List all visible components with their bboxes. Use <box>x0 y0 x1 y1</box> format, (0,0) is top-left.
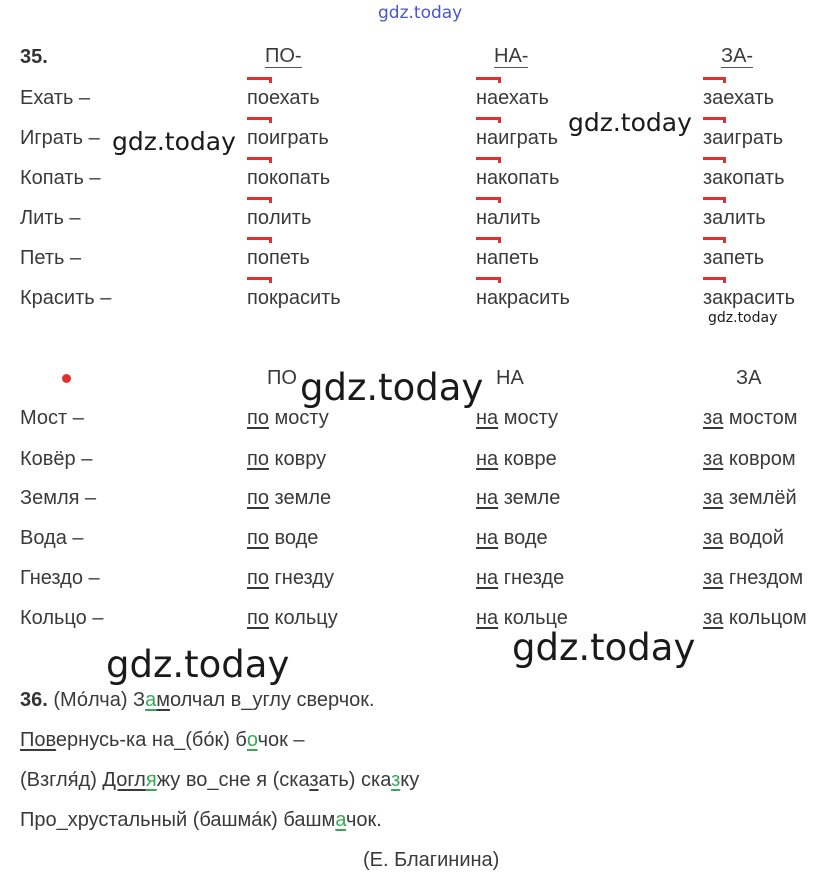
noun-base: Земля – <box>20 487 97 509</box>
verb-form <box>476 126 558 150</box>
root-part: играть <box>268 127 329 149</box>
poem-segment: углу сверчок. <box>252 689 375 711</box>
prefix-mark <box>247 197 272 203</box>
prefix-text: по <box>247 167 269 189</box>
noun-word: кольцу <box>274 607 338 629</box>
noun-word: земле <box>274 487 332 509</box>
poem-segment: сне я (ска <box>218 769 310 791</box>
preposition: по <box>247 407 269 429</box>
prefix-header <box>494 44 528 68</box>
prefix-part <box>476 126 498 150</box>
preposition: за <box>703 487 724 509</box>
watermark-text: gdz.today <box>708 310 778 326</box>
prefix-mark <box>703 157 726 163</box>
root-part: красить <box>498 287 570 309</box>
poem-segment: з <box>309 769 319 791</box>
prefix-part <box>476 206 498 230</box>
noun-form <box>476 486 560 510</box>
watermark-text: gdz.today <box>568 108 692 137</box>
noun-word: кольце <box>503 607 568 629</box>
prefix-header <box>721 44 753 68</box>
verb-form <box>247 206 311 230</box>
preposition: на <box>476 487 499 509</box>
noun-word: землёй <box>728 487 797 509</box>
verb-base: Петь – <box>20 247 82 269</box>
prefix-text: за <box>703 207 724 229</box>
poem-segment: _ <box>241 689 253 711</box>
noun-base: Мост – <box>20 407 84 429</box>
root-part: красить <box>723 287 796 309</box>
poem-segment: Догл <box>102 769 146 791</box>
noun-base: Гнездо – <box>20 567 100 589</box>
verb-base: Лить – <box>20 207 81 229</box>
prefix-part <box>247 246 269 270</box>
exercise-number: 36. <box>20 689 48 711</box>
poem-segment: Про <box>20 809 57 831</box>
noun-word: земле <box>503 487 561 509</box>
prefix-mark <box>703 277 726 283</box>
prefix-text: за <box>703 287 724 309</box>
verb-form <box>476 166 559 190</box>
poem-segment: П <box>20 729 35 751</box>
poem-segment: хрустальный (башма́к) башм <box>67 809 336 831</box>
preposition: за <box>703 407 724 429</box>
preposition: по <box>247 527 269 549</box>
prefix-mark <box>247 237 272 243</box>
prefix-part <box>476 246 498 270</box>
poem-segment: чок – <box>257 729 305 751</box>
poem-segment: ернусь-ка на <box>55 729 175 751</box>
verb-form <box>703 206 766 230</box>
noun-form <box>703 526 784 550</box>
verb-form <box>476 86 549 110</box>
root-part: играть <box>498 127 559 149</box>
prefix-part <box>476 286 498 310</box>
root-part: копать <box>268 167 331 189</box>
prefix-text: на <box>476 87 499 109</box>
prefix-part <box>247 86 269 110</box>
poem-segment: _ <box>174 729 186 751</box>
verb-form <box>703 286 795 310</box>
root-part: петь <box>268 247 310 269</box>
preposition: за <box>703 448 724 470</box>
verb-form <box>703 86 774 110</box>
verb-form <box>247 86 320 110</box>
prefix-part <box>476 166 498 190</box>
root-part: лить <box>723 207 766 229</box>
prefix-text: по <box>247 207 269 229</box>
noun-word: гнездом <box>728 567 804 589</box>
prefix-text: по <box>247 287 269 309</box>
prefix-text: за <box>703 87 724 109</box>
noun-word: ковру <box>274 448 327 470</box>
prefix-header-text: ЗА- <box>721 45 754 67</box>
prefix-part <box>247 126 269 150</box>
preposition: за <box>703 567 724 589</box>
noun-form <box>247 526 318 550</box>
root-part: лить <box>268 207 312 229</box>
noun-form <box>703 566 803 590</box>
noun-word: мосту <box>274 407 329 429</box>
noun-word: кольцом <box>728 607 807 629</box>
prefix-mark <box>703 237 726 243</box>
preposition: по <box>247 567 269 589</box>
verb-base: Играть – <box>20 127 100 149</box>
poem-line <box>20 688 375 712</box>
verb-form <box>247 126 329 150</box>
preposition: по <box>247 448 269 470</box>
prefix-text: на <box>476 247 499 269</box>
verb-form <box>703 126 783 150</box>
root-part: петь <box>723 247 765 269</box>
prefix-header-text: ПО- <box>265 45 302 67</box>
prefix-mark <box>247 157 272 163</box>
exercise-number: 35. <box>20 46 48 68</box>
preposition: на <box>476 567 499 589</box>
watermark-text: gdz.today <box>300 366 484 409</box>
noun-word: мостом <box>728 407 798 429</box>
prefix-part <box>247 206 269 230</box>
poem-line <box>20 728 305 752</box>
poem-author: (Е. Благинина) <box>363 849 500 871</box>
poem-segment: м <box>156 689 170 711</box>
prefix-mark <box>247 117 272 123</box>
root-part: копать <box>723 167 785 189</box>
poem-segment: жу во <box>156 769 208 791</box>
prefix-part <box>703 126 723 150</box>
poem-segment: _ <box>207 769 219 791</box>
verb-form <box>247 246 310 270</box>
noun-word: воде <box>274 527 319 549</box>
verb-form <box>476 246 539 270</box>
root-part: лить <box>498 207 541 229</box>
noun-form <box>476 526 548 550</box>
poem-segment: а <box>145 689 157 711</box>
prefix-text: по <box>247 127 269 149</box>
poem-segment: (Мо́лча) З <box>53 689 146 711</box>
prefix-part <box>703 166 723 190</box>
noun-form <box>476 606 568 630</box>
prefix-mark <box>476 77 501 83</box>
verb-form <box>476 206 541 230</box>
verb-form <box>247 166 330 190</box>
noun-word: мосту <box>503 407 558 429</box>
poem-segment: (Взгля́д) <box>20 769 103 791</box>
noun-form <box>476 406 558 430</box>
root-part: петь <box>498 247 540 269</box>
noun-form <box>247 406 329 430</box>
prefix-mark <box>703 77 726 83</box>
noun-form <box>476 447 557 471</box>
prefix-part <box>247 166 269 190</box>
poem-segment: олчал в <box>170 689 242 711</box>
prefix-part <box>703 86 723 110</box>
prefix-part <box>247 286 269 310</box>
prefix-mark <box>476 277 501 283</box>
verb-form <box>247 286 341 310</box>
noun-base: Ковёр – <box>20 448 93 470</box>
root-part: ехать <box>723 87 775 109</box>
poem-segment: я <box>145 769 157 791</box>
prefix-part <box>703 206 723 230</box>
root-part: ехать <box>498 87 549 109</box>
preposition: по <box>247 487 269 509</box>
poem-segment: о <box>246 729 258 751</box>
poem-segment: з <box>391 769 401 791</box>
preposition-header: НА <box>496 367 524 389</box>
noun-word: гнезду <box>274 567 334 589</box>
prefix-mark <box>703 117 726 123</box>
noun-form <box>703 486 797 510</box>
preposition: за <box>703 607 724 629</box>
verb-form <box>476 286 570 310</box>
prefix-mark <box>703 197 726 203</box>
prefix-text: по <box>247 247 269 269</box>
noun-form <box>247 606 338 630</box>
verb-form <box>703 166 785 190</box>
poem-line <box>20 768 419 792</box>
preposition-header: ПО <box>267 367 297 389</box>
poem-segment: ать) ска <box>318 769 392 791</box>
prefix-text: по <box>247 87 269 109</box>
noun-base: Вода – <box>20 527 84 549</box>
watermark-text: gdz.today <box>378 3 463 23</box>
verb-base: Красить – <box>20 287 112 309</box>
noun-word: ковром <box>728 448 796 470</box>
poem-segment: _ <box>56 809 68 831</box>
poem-line <box>20 808 382 832</box>
poem-segment: в <box>45 729 56 751</box>
prefix-mark <box>476 117 501 123</box>
poem-segment: ку <box>400 769 420 791</box>
verb-base: Копать – <box>20 167 101 189</box>
noun-word: гнезде <box>503 567 565 589</box>
noun-form <box>703 406 798 430</box>
prefix-mark <box>247 277 272 283</box>
prefix-part <box>476 86 498 110</box>
preposition: на <box>476 407 499 429</box>
prefix-part <box>703 246 723 270</box>
prefix-mark <box>476 197 501 203</box>
root-part: ехать <box>268 87 320 109</box>
watermark-text: gdz.today <box>106 643 290 686</box>
verb-form <box>703 246 764 270</box>
noun-base: Кольцо – <box>20 607 104 629</box>
verb-base: Ехать – <box>20 87 91 109</box>
poem-segment: о <box>34 729 46 751</box>
prefix-text: на <box>476 167 499 189</box>
prefix-text: на <box>476 207 499 229</box>
noun-form <box>247 486 331 510</box>
noun-word: ковре <box>503 448 557 470</box>
prefix-text: на <box>476 287 499 309</box>
noun-form <box>247 566 334 590</box>
noun-form <box>476 566 564 590</box>
root-part: красить <box>268 287 341 309</box>
poem-segment: а <box>335 809 346 831</box>
preposition: по <box>247 607 269 629</box>
watermark-text: gdz.today <box>512 626 696 669</box>
preposition-header: ЗА <box>736 367 762 389</box>
root-part: играть <box>723 127 784 149</box>
noun-form <box>703 447 796 471</box>
noun-form <box>247 447 326 471</box>
prefix-text: за <box>703 247 724 269</box>
poem-segment: чок. <box>346 809 382 831</box>
preposition: за <box>703 527 724 549</box>
poem-segment: (бо́к) б <box>185 729 247 751</box>
prefix-text: за <box>703 127 724 149</box>
watermark-text: gdz.today <box>112 127 236 156</box>
prefix-header-text: НА- <box>494 45 529 67</box>
preposition: на <box>476 527 499 549</box>
prefix-mark <box>476 237 501 243</box>
prefix-text: на <box>476 127 499 149</box>
noun-word: воде <box>503 527 548 549</box>
prefix-mark <box>476 157 501 163</box>
preposition: на <box>476 607 499 629</box>
prefix-header <box>265 44 302 68</box>
preposition: на <box>476 448 499 470</box>
root-part: копать <box>498 167 560 189</box>
bullet-dot <box>62 374 71 383</box>
noun-form <box>703 606 807 630</box>
prefix-text: за <box>703 167 724 189</box>
noun-word: водой <box>728 527 784 549</box>
prefix-mark <box>247 77 272 83</box>
prefix-part <box>703 286 723 310</box>
